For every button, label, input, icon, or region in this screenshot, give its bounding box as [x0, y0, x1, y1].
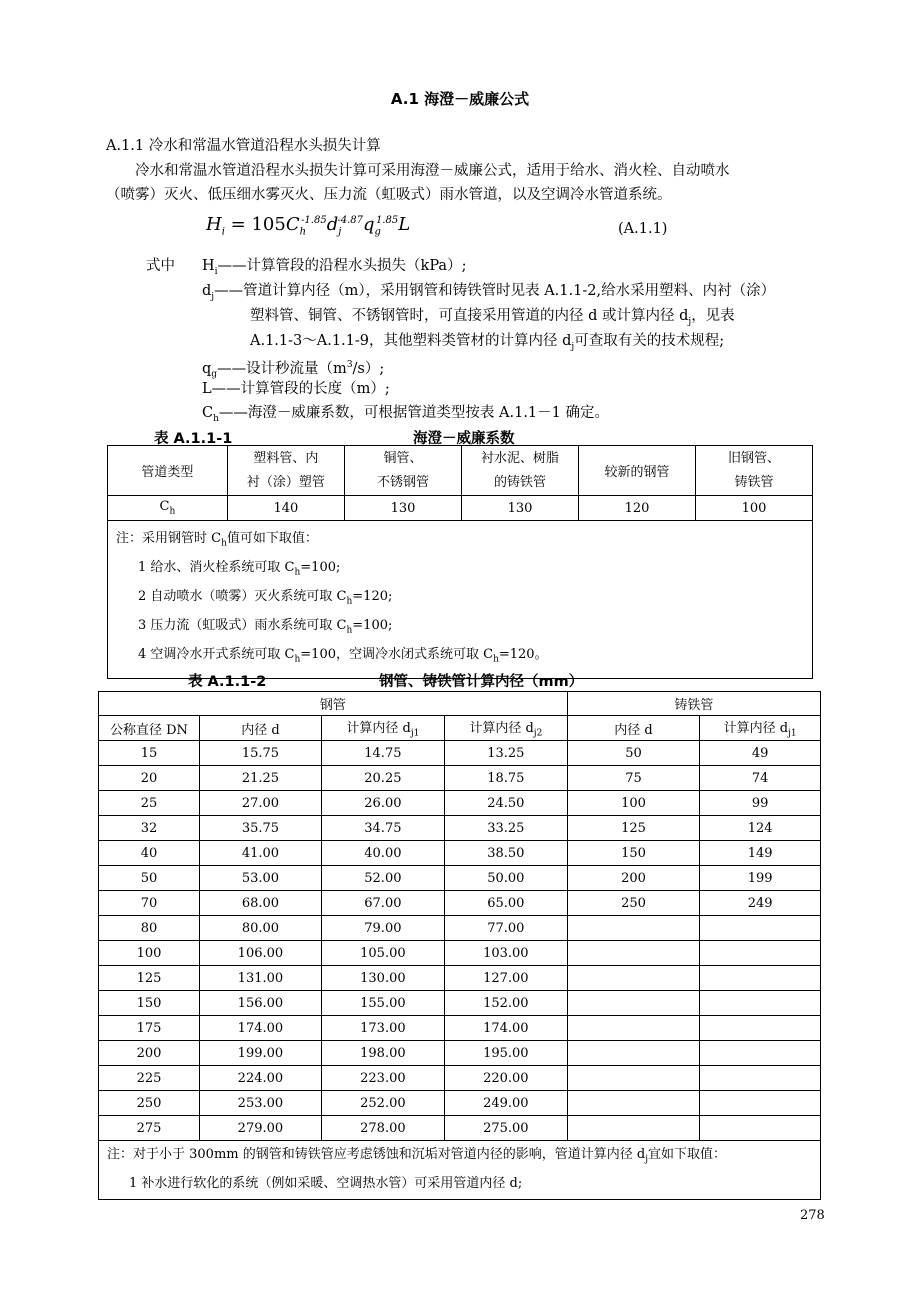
- table-cell: 198.00: [321, 1041, 444, 1066]
- table1-value: 130: [461, 496, 578, 521]
- table-cell: 53.00: [199, 866, 321, 891]
- table-cell: 40.00: [321, 841, 444, 866]
- table-cell: 35.75: [199, 816, 321, 841]
- table-cell: [700, 1041, 821, 1066]
- def-ch: $C_h——$海澄－威廉系数，可根据管道类型按表 A.1.1－1 确定。: [202, 405, 609, 424]
- table-cell: 75: [567, 766, 700, 791]
- table-cell: 38.50: [444, 841, 567, 866]
- table-cell: 275: [99, 1116, 200, 1141]
- table-row: [99, 766, 821, 791]
- table-row: [99, 1066, 821, 1091]
- table-cell: 127.00: [444, 966, 567, 991]
- table-cell: 77.00: [444, 916, 567, 941]
- table1-value: 140: [227, 496, 344, 521]
- table-cell: 74: [700, 766, 821, 791]
- table-cell: 21.25: [199, 766, 321, 791]
- table-cell: 278.00: [321, 1116, 444, 1141]
- table2-col-dj2: 计算内径 $d_{j2}$: [444, 716, 567, 741]
- table-row: [99, 991, 821, 1016]
- table1-value: 130: [344, 496, 461, 521]
- table-cell: 99: [700, 791, 821, 816]
- table-cell: 199: [700, 866, 821, 891]
- table-cell: 50.00: [444, 866, 567, 891]
- table-cell: 26.00: [321, 791, 444, 816]
- table1-type: 铜管、 不锈钢管: [344, 446, 461, 496]
- table-cell: 156.00: [199, 991, 321, 1016]
- intro-line-2: （喷雾）灭火、低压细水雾灭火、压力流（虹吸式）雨水管道，以及空调冷水管道系统。: [106, 187, 672, 203]
- table-cell: 130.00: [321, 966, 444, 991]
- table-cell: 250: [567, 891, 700, 916]
- def-dj-cont-2: A.1.1-3～A.1.1-9，其他塑料类管材的计算内径 $d_j$可查取有关的技术规程;: [250, 333, 725, 352]
- table-cell: [567, 941, 700, 966]
- table-cell: 80.00: [199, 916, 321, 941]
- table-cell: [567, 1091, 700, 1116]
- table-cell: 70: [99, 891, 200, 916]
- table1-type: 旧钢管、 铸铁管: [695, 446, 812, 496]
- table-cell: 125: [567, 816, 700, 841]
- table-cell: 252.00: [321, 1091, 444, 1116]
- table-cell: [567, 1041, 700, 1066]
- table-cell: 223.00: [321, 1066, 444, 1091]
- table-cell: 220.00: [444, 1066, 567, 1091]
- table-cell: 249.00: [444, 1091, 567, 1116]
- intro-line-1: 冷水和常温水管道沿程水头损失计算可采用海澄－威廉公式，适用于给水、消火栓、自动喷水: [135, 163, 730, 179]
- table-cell: 79.00: [321, 916, 444, 941]
- table2-body: [99, 741, 821, 1141]
- table-row: [99, 816, 821, 841]
- table-cell: 200: [567, 866, 700, 891]
- hazen-williams-formula: $H_i = 105C_h^{-1.85}d_j^{-4.87}q_g^{1.85}L$: [206, 214, 411, 238]
- table-cell: [700, 1016, 821, 1041]
- table-cell: 200: [99, 1041, 200, 1066]
- table-cell: 175: [99, 1016, 200, 1041]
- table-cell: 150: [99, 991, 200, 1016]
- table1-caption-number: 表 A.1.1-1: [154, 431, 233, 447]
- table-cell: [700, 941, 821, 966]
- table-row: [99, 841, 821, 866]
- table-cell: [700, 916, 821, 941]
- table-row: [99, 916, 821, 941]
- table-cell: 50: [99, 866, 200, 891]
- table-row: [99, 1041, 821, 1066]
- table-cell: 225: [99, 1066, 200, 1091]
- table-row: [99, 891, 821, 916]
- table2-group-steel: 钢管: [99, 692, 568, 716]
- table-pipe-diameters: [98, 691, 821, 1200]
- table-cell: 150: [567, 841, 700, 866]
- table2-caption-title: 钢管、铸铁管计算内径（mm）: [379, 674, 584, 690]
- table-cell: 15.75: [199, 741, 321, 766]
- table-row: [99, 791, 821, 816]
- table1-note: 注：采用钢管时 $C_h$值可如下取值： 1 给水、消火栓系统可取 $C_h=100$; 2 自动喷水（喷雾）灭火系统可取 $C_h=120$; 3 压力流（虹吸式）雨水系统可取 $C_h=100$; 4 空调冷水开式系统可取 $C_h=100$，空调冷水闭式系统可取 $C_h=120$。: [108, 521, 813, 679]
- table1-header-label: 管道类型: [108, 446, 228, 496]
- table-cell: 100: [99, 941, 200, 966]
- table-cell: 275.00: [444, 1116, 567, 1141]
- table-cell: 20: [99, 766, 200, 791]
- table-row: [99, 941, 821, 966]
- table-cell: 199.00: [199, 1041, 321, 1066]
- def-l: L——计算管段的长度（m）;: [202, 381, 390, 397]
- def-qg: $q_g——$设计秒流量$(m^3/s)$;: [202, 360, 385, 380]
- def-dj: $d_j——$管道计算内径（m），采用钢管和铸铁管时见表 A.1.1-2,给水采用塑料、内衬（涂）: [202, 283, 776, 302]
- table1-type: 较新的钢管: [578, 446, 695, 496]
- table1-value: 120: [578, 496, 695, 521]
- table-cell: 125: [99, 966, 200, 991]
- table-cell: 27.00: [199, 791, 321, 816]
- table-cell: 13.25: [444, 741, 567, 766]
- table-cell: [700, 991, 821, 1016]
- table-cell: 224.00: [199, 1066, 321, 1091]
- table-cell: 24.50: [444, 791, 567, 816]
- table-cell: 195.00: [444, 1041, 567, 1066]
- table-cell: 249: [700, 891, 821, 916]
- table-cell: 14.75: [321, 741, 444, 766]
- table-cell: 174.00: [444, 1016, 567, 1041]
- table1-type: 塑料管、内 衬（涂）塑管: [227, 446, 344, 496]
- table-cell: 149: [700, 841, 821, 866]
- table1-value: 100: [695, 496, 812, 521]
- table-cell: 250: [99, 1091, 200, 1116]
- table-cell: 41.00: [199, 841, 321, 866]
- table-cell: 32: [99, 816, 200, 841]
- table-row: [99, 1116, 821, 1141]
- table-row: [99, 741, 821, 766]
- table-cell: 49: [700, 741, 821, 766]
- table-row: [99, 1091, 821, 1116]
- table-cell: [700, 1066, 821, 1091]
- def-dj-cont-1: 塑料管、铜管、不锈钢管时，可直接采用管道的内径 d 或计算内径 $d_j$，见表: [250, 308, 735, 327]
- table-cell: 20.25: [321, 766, 444, 791]
- table-cell: 25: [99, 791, 200, 816]
- table2-note: 注：对于小于 300mm 的钢管和铸铁管应考虑锈蚀和沉垢对管道内径的影响，管道计算内径 $d_j$宜如下取值： 1 补水进行软化的系统（例如采暖、空调热水管）可采用管道内径 d;: [99, 1141, 821, 1200]
- table-cell: [567, 1016, 700, 1041]
- table2-caption-number: 表 A.1.1-2: [188, 674, 267, 690]
- table-cell: [567, 916, 700, 941]
- table-cell: [700, 1116, 821, 1141]
- where-label: 式中: [146, 258, 175, 274]
- table-cell: 103.00: [444, 941, 567, 966]
- table-cell: 34.75: [321, 816, 444, 841]
- table2-col-iron-dj1: 计算内径 $d_{j1}$: [700, 716, 821, 741]
- table-cell: [700, 1091, 821, 1116]
- table2-col-dn: 公称直径 DN: [99, 716, 200, 741]
- table-cell: 173.00: [321, 1016, 444, 1041]
- def-hi: $H_i——$计算管段的沿程水头损失（kPa）;: [202, 258, 467, 277]
- table-cell: 174.00: [199, 1016, 321, 1041]
- table2-col-iron-d: 内径 d: [567, 716, 700, 741]
- table1-type: 衬水泥、树脂 的铸铁管: [461, 446, 578, 496]
- table-cell: 253.00: [199, 1091, 321, 1116]
- table-cell: 67.00: [321, 891, 444, 916]
- table-cell: 106.00: [199, 941, 321, 966]
- table2-group-iron: 铸铁管: [567, 692, 820, 716]
- table-cell: [700, 966, 821, 991]
- table-cell: 15: [99, 741, 200, 766]
- table-cell: 124: [700, 816, 821, 841]
- table-cell: 80: [99, 916, 200, 941]
- table-cell: 68.00: [199, 891, 321, 916]
- table-cell: 52.00: [321, 866, 444, 891]
- table-row: [99, 1016, 821, 1041]
- table-hw-coefficients: [107, 445, 813, 679]
- table-cell: [567, 966, 700, 991]
- table1-caption-title: 海澄－威廉系数: [413, 431, 515, 447]
- section-title: A.1 海澄－威廉公式: [390, 90, 530, 108]
- table-cell: 65.00: [444, 891, 567, 916]
- table-cell: 33.25: [444, 816, 567, 841]
- table-cell: 50: [567, 741, 700, 766]
- table-cell: 100: [567, 791, 700, 816]
- table-cell: 279.00: [199, 1116, 321, 1141]
- table-cell: [567, 1116, 700, 1141]
- table-row: [99, 966, 821, 991]
- table-cell: 152.00: [444, 991, 567, 1016]
- table-cell: 155.00: [321, 991, 444, 1016]
- table2-col-dj1: 计算内径 $d_{j1}$: [321, 716, 444, 741]
- table-cell: 105.00: [321, 941, 444, 966]
- formula-number: (A.1.1): [618, 221, 668, 237]
- table-cell: 18.75: [444, 766, 567, 791]
- table1-row-label: $C_h$: [108, 496, 228, 521]
- table-cell: 40: [99, 841, 200, 866]
- table-cell: [567, 1066, 700, 1091]
- table-cell: 131.00: [199, 966, 321, 991]
- clause-heading: A.1.1 冷水和常温水管道沿程水头损失计算: [106, 138, 381, 154]
- page-number: 278: [800, 1208, 825, 1223]
- table-row: [99, 866, 821, 891]
- table-cell: [567, 991, 700, 1016]
- table2-col-d: 内径 d: [199, 716, 321, 741]
